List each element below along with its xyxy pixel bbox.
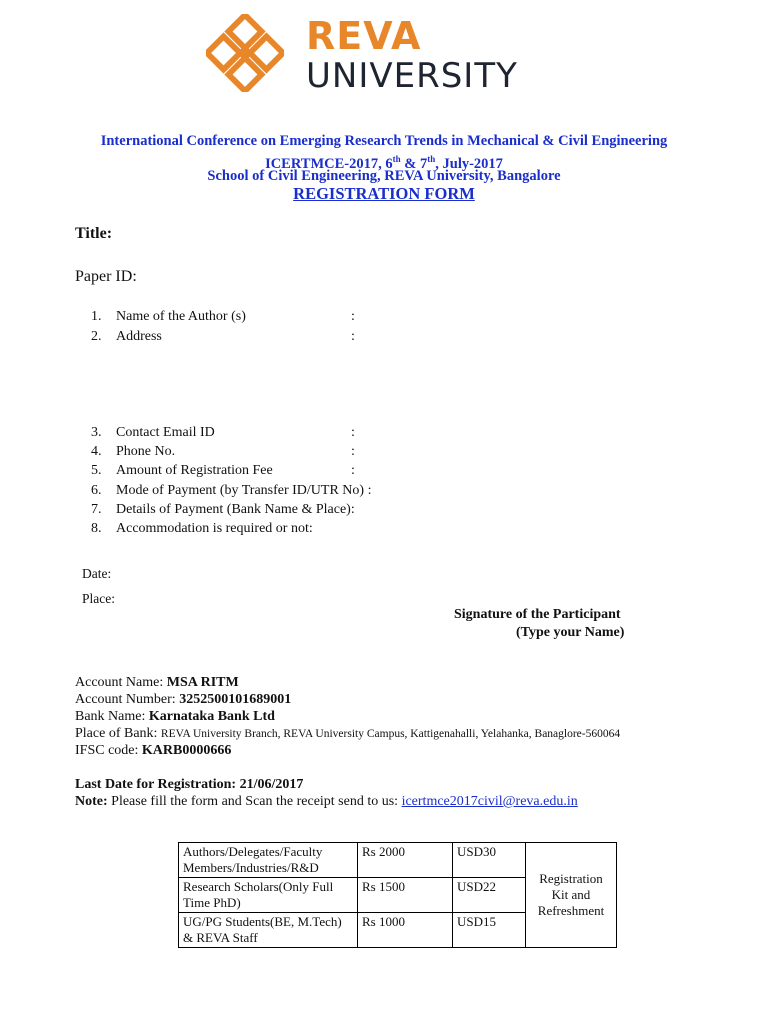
fee-category: Authors/Delegates/Faculty Members/Industries/R&D (179, 843, 358, 878)
fee-usd: USD15 (453, 913, 526, 948)
email-link[interactable]: icertmce2017civil@reva.edu.in (401, 794, 578, 809)
field-address: 2. Address (91, 329, 162, 344)
fee-category: UG/PG Students(BE, M.Tech) & REVA Staff (179, 913, 358, 948)
field-colon: : (351, 329, 355, 344)
table-row (179, 843, 617, 878)
fee-inr: Rs 1000 (358, 913, 453, 948)
signature-label: Signature of the Participant (454, 607, 621, 622)
type-name-label: (Type your Name) (516, 625, 625, 640)
conference-code: ICERTMCE-2017, 6th & 7th, July-2017 (265, 154, 503, 172)
logo-word-university: UNIVERSITY (306, 56, 518, 96)
title-label: Title: (75, 225, 113, 242)
date-label: Date: (82, 566, 112, 581)
fee-inr: Rs 2000 (358, 843, 453, 878)
fee-table (178, 842, 617, 948)
field-payment-details: 7. Details of Payment (Bank Name & Place): (91, 502, 355, 517)
paper-id-label: Paper ID: (75, 268, 137, 285)
form-title: REGISTRATION FORM (293, 184, 475, 203)
field-accommodation: 8. Accommodation is required or not: (91, 521, 313, 536)
place-label: Place: (82, 591, 115, 606)
fee-inr: Rs 1500 (358, 878, 453, 913)
fee-includes: Registration Kit and Refreshment (526, 843, 617, 948)
account-name: Account Name: MSA RITM (75, 675, 239, 690)
fee-usd: USD30 (453, 843, 526, 878)
conference-name: International Conference on Emerging Research Trends in Mechanical & Civil Engineering (100, 133, 668, 149)
field-phone: 4. Phone No. (91, 444, 176, 459)
bank-name: Bank Name: Karnataka Bank Ltd (75, 709, 275, 724)
university-logo (206, 12, 566, 97)
last-date: Last Date for Registration: 21/06/2017 (75, 777, 304, 792)
fee-usd: USD22 (453, 878, 526, 913)
field-payment-mode: 6. Mode of Payment (by Transfer ID/UTR No) : (91, 483, 372, 498)
ifsc-code: IFSC code: KARB0000666 (75, 743, 232, 758)
field-author-name: 1. Name of the Author (s) (91, 309, 246, 324)
field-colon: : (351, 309, 355, 324)
reva-knot-icon (206, 14, 284, 92)
school-name: School of Civil Engineering, REVA University, Bangalore (207, 168, 561, 184)
field-colon: : (351, 463, 355, 478)
logo-word-reva: REVA (306, 14, 422, 58)
field-colon: : (351, 444, 355, 459)
bank-place: Place of Bank: REVA University Branch, REVA University Campus, Kattigenahalli, Yelahanka, Banaglore-560064 (75, 726, 621, 741)
note: Note: Please fill the form and Scan the receipt send to us: icertmce2017civil@reva.edu.in (75, 794, 578, 809)
field-contact-email: 3. Contact Email ID (91, 425, 215, 440)
field-colon: : (351, 425, 355, 440)
fee-category: Research Scholars(Only Full Time PhD) (179, 878, 358, 913)
account-number: Account Number: 3252500101689001 (75, 692, 292, 707)
field-registration-fee: 5. Amount of Registration Fee (91, 463, 273, 478)
